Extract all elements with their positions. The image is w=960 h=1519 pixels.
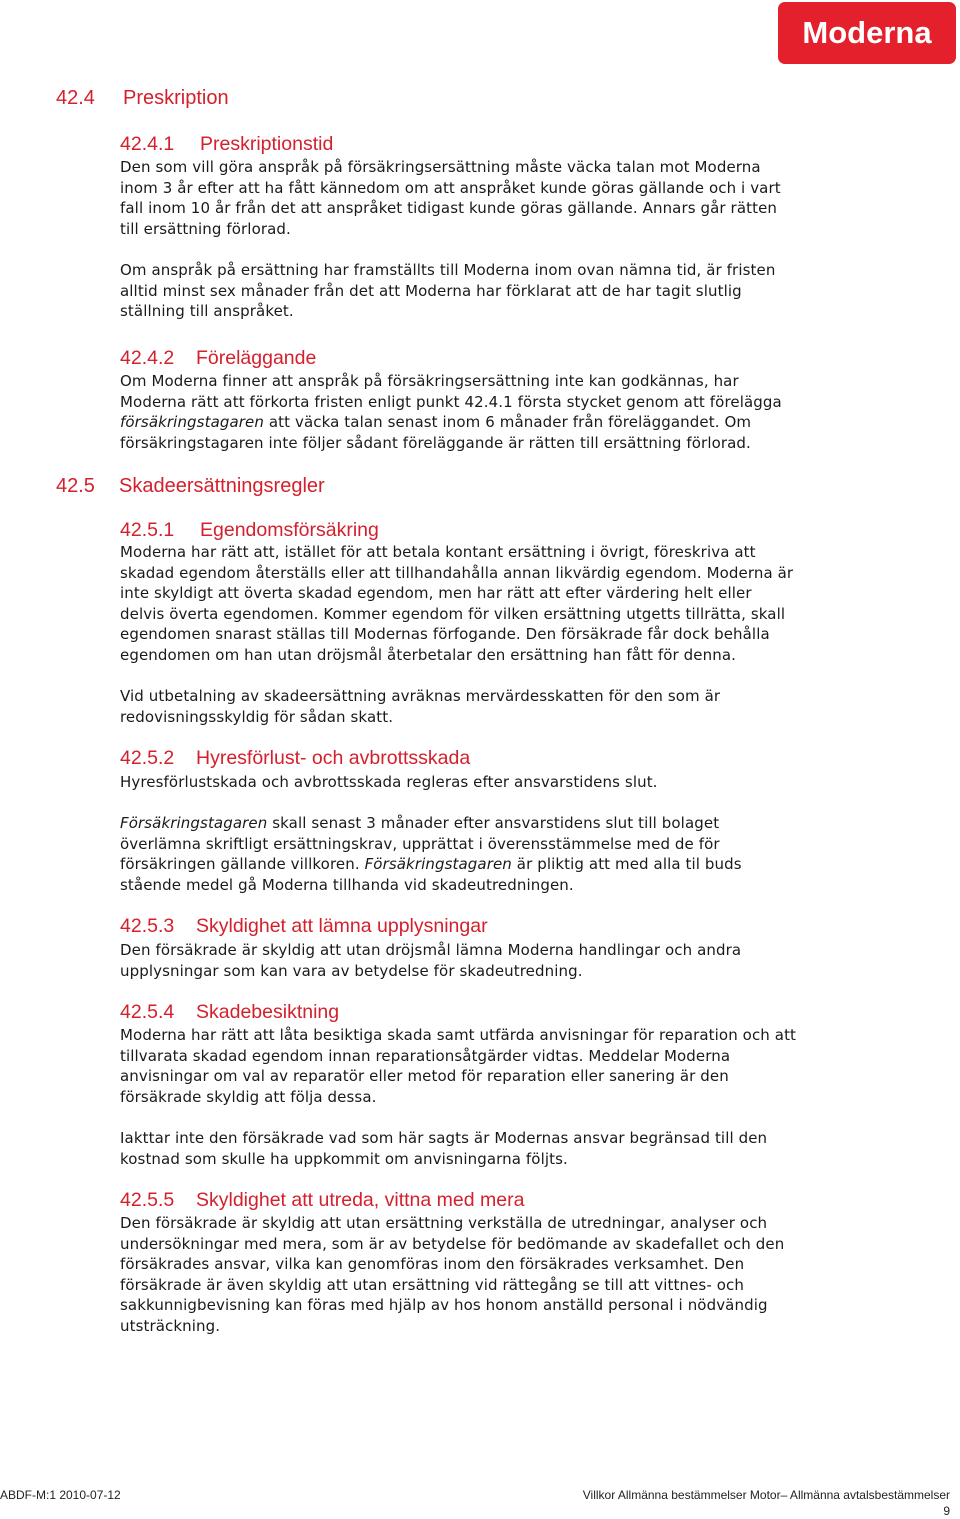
subsection-number: 42.5.3: [120, 915, 175, 937]
text-segment: är pliktig att med alla til buds: [511, 855, 742, 874]
text-line: Den som vill göra anspråk på försäkringsersättning måste väcka talan mot Moderna: [120, 158, 761, 176]
text-line: [120, 412, 782, 433]
subsection-number: 42.5.5: [120, 1189, 175, 1211]
subsection-heading-42-5-4: [120, 1000, 339, 1024]
section-heading-42-4: [56, 86, 229, 110]
text-line: överlämna skriftligt ersättningskrav, upprättat i överensstämmelse med de för: [120, 834, 720, 853]
paragraph-skadebesiktning-1: [120, 1025, 796, 1107]
subsection-title: Egendomsförsäkring: [200, 519, 379, 541]
text-line: alltid minst sex månader från det att Moderna har förklarat att de har tagit slutlig: [120, 281, 742, 300]
text-line: inom 3 år efter att ha fått kännedom om att anspråket kunde göras gällande och i vart: [120, 178, 781, 197]
subsection-title: Skyldighet att lämna upplysningar: [196, 915, 488, 937]
text-line: Om anspråk på ersättning har framställts till Moderna inom ovan nämna tid, är fristen: [120, 261, 776, 279]
text-line: utsträckning.: [120, 1316, 221, 1335]
text-line: ställning till anspråket.: [120, 302, 294, 321]
text-line: delvis överta egendomen. Kommer egendom för vilken ersättning utgetts tillrätta, skall: [120, 604, 786, 623]
footer-document-id: ABDF-M:1 2010-07-12: [0, 1488, 121, 1502]
text-line: försäkrades ansvar, vilka kan genomföras inom den försäkrades verksamhet. Den: [120, 1255, 745, 1274]
paragraph-hyresforlust-2: [120, 813, 742, 895]
subsection-heading-42-5-3: [120, 914, 488, 938]
section-number: 42.4: [56, 87, 95, 109]
paragraph-upplysningar: [120, 940, 741, 981]
subsection-title: Hyresförlust- och avbrottsskada: [196, 747, 471, 769]
text-line: Moderna har rätt att låta besiktiga skada samt utfärda anvisningar för reparation och att: [120, 1026, 797, 1044]
paragraph-preskriptionstid-1: [120, 157, 781, 239]
text-line: Moderna har rätt att, istället för att betala kontant ersättning i övrigt, föreskriva att: [120, 543, 756, 561]
subsection-heading-42-5-2: [120, 746, 470, 770]
text-line: tillvarata skadad egendom innan reparationsåtgärder vidtas. Meddelar Moderna: [120, 1046, 731, 1065]
text-segment: att väcka talan senast inom 6 månader från föreläggandet. Om: [264, 413, 752, 432]
text-line: Moderna rätt att förkorta fristen enligt punkt 42.4.1 första stycket genom att förelägga: [120, 392, 782, 411]
text-segment: skall senast 3 månader efter ansvarstidens slut till bolaget: [267, 814, 720, 832]
text-line: Om Moderna finner att anspråk på försäkringsersättning inte kan godkännas, har: [120, 372, 739, 390]
italic-term: Försäkringstagaren: [120, 814, 268, 832]
text-line: [120, 813, 742, 834]
logo-text: Moderna: [802, 15, 932, 50]
text-line: egendomen om han utan dröjsmål återbetalar den ersättning han fått för denna.: [120, 645, 736, 664]
text-line: fall inom 10 år från det att anspråket tidigast kunde göras gällande. Annars går rätten: [120, 199, 778, 218]
paragraph-utreda-vittna: [120, 1213, 784, 1337]
subsection-title: Föreläggande: [196, 347, 317, 369]
subsection-number: 42.5.2: [120, 747, 175, 769]
subsection-number: 42.4.2: [120, 347, 175, 369]
paragraph-egendomsforsakring-2: [120, 686, 720, 727]
section-heading-42-5: [56, 474, 325, 498]
subsection-heading-42-5-1: [120, 518, 379, 542]
text-line: egendomen snarast ställas till Modernas förfogande. Den försäkrade får dock behålla: [120, 625, 770, 644]
text-line: kostnad som skulle ha uppkommit om anvisningarna följts.: [120, 1149, 568, 1168]
italic-term: Försäkringstagaren: [364, 855, 512, 874]
text-line: försäkrade är även skyldig att utan ersättning vid rättegång se till att vittnes- och: [120, 1275, 744, 1294]
subsection-number: 42.4.1: [120, 133, 175, 155]
text-line: Den försäkrade är skyldig att utan dröjsmål lämna Moderna handlingar och andra: [120, 941, 742, 959]
text-line: inte skyldigt att överta skadad egendom, men har rätt att efter värdering helt eller: [120, 584, 752, 603]
subsection-heading-42-4-2: [120, 346, 316, 370]
text-line: skadad egendom återställs eller att tillhandahålla annan likvärdig egendom. Moderna är: [120, 563, 794, 582]
page-number: 9: [943, 1504, 950, 1518]
text-line: stående medel gå Moderna tillhanda vid skadeutredningen.: [120, 875, 574, 894]
italic-term: försäkringstagaren: [120, 413, 264, 432]
paragraph-forelaggande: [120, 371, 782, 453]
text-line: redovisningsskyldig för sådan skatt.: [120, 707, 394, 726]
text-line: [120, 854, 742, 875]
text-line: anvisningar om val av reparatör eller metod för reparation eller sanering är den: [120, 1067, 729, 1086]
subsection-title: Skadebesiktning: [196, 1001, 340, 1023]
subsection-number: 42.5.4: [120, 1001, 175, 1023]
text-line: Hyresförlustskada och avbrottsskada regleras efter ansvarstidens slut.: [120, 773, 658, 791]
text-line: undersökningar med mera, som är av betydelse för bedömande av skadefallet och den: [120, 1234, 785, 1253]
paragraph-egendomsforsakring-1: [120, 542, 793, 666]
paragraph-preskriptionstid-2: [120, 260, 775, 322]
text-line: upplysningar som kan vara av betydelse för skadeutredning.: [120, 961, 583, 980]
text-line: försäkringstagaren inte följer sådant föreläggande är rätten till ersättning förlorad.: [120, 433, 751, 452]
text-line: sakkunnigbevisning kan föras med hjälp av hos honom anställd personal i nödvändig: [120, 1296, 768, 1315]
text-line: till ersättning förlorad.: [120, 219, 291, 238]
subsection-title: Preskriptionstid: [200, 133, 334, 155]
section-number: 42.5: [56, 475, 95, 497]
text-line: försäkrade skyldig att följa dessa.: [120, 1087, 377, 1106]
text-line: Iakttar inte den försäkrade vad som här sagts är Modernas ansvar begränsad till den: [120, 1129, 768, 1147]
text-segment: försäkringen gällande villkoren.: [120, 855, 365, 874]
footer-document-title: Villkor Allmänna bestämmelser Motor– Allmänna avtalsbestämmelser: [582, 1488, 950, 1502]
moderna-logo: [778, 2, 956, 64]
text-line: Den försäkrade är skyldig att utan ersättning verkställa de utredningar, analyser och: [120, 1214, 768, 1232]
subsection-title: Skyldighet att utreda, vittna med mera: [196, 1189, 525, 1211]
subsection-heading-42-5-5: [120, 1188, 524, 1212]
paragraph-hyresforlust-1: [120, 772, 658, 793]
section-title: Skadeersättningsregler: [119, 475, 325, 497]
subsection-number: 42.5.1: [120, 519, 175, 541]
paragraph-skadebesiktning-2: [120, 1128, 767, 1169]
section-title: Preskription: [123, 87, 229, 109]
text-line: Vid utbetalning av skadeersättning avräknas mervärdesskatten för den som är: [120, 687, 721, 705]
subsection-heading-42-4-1: [120, 132, 333, 156]
